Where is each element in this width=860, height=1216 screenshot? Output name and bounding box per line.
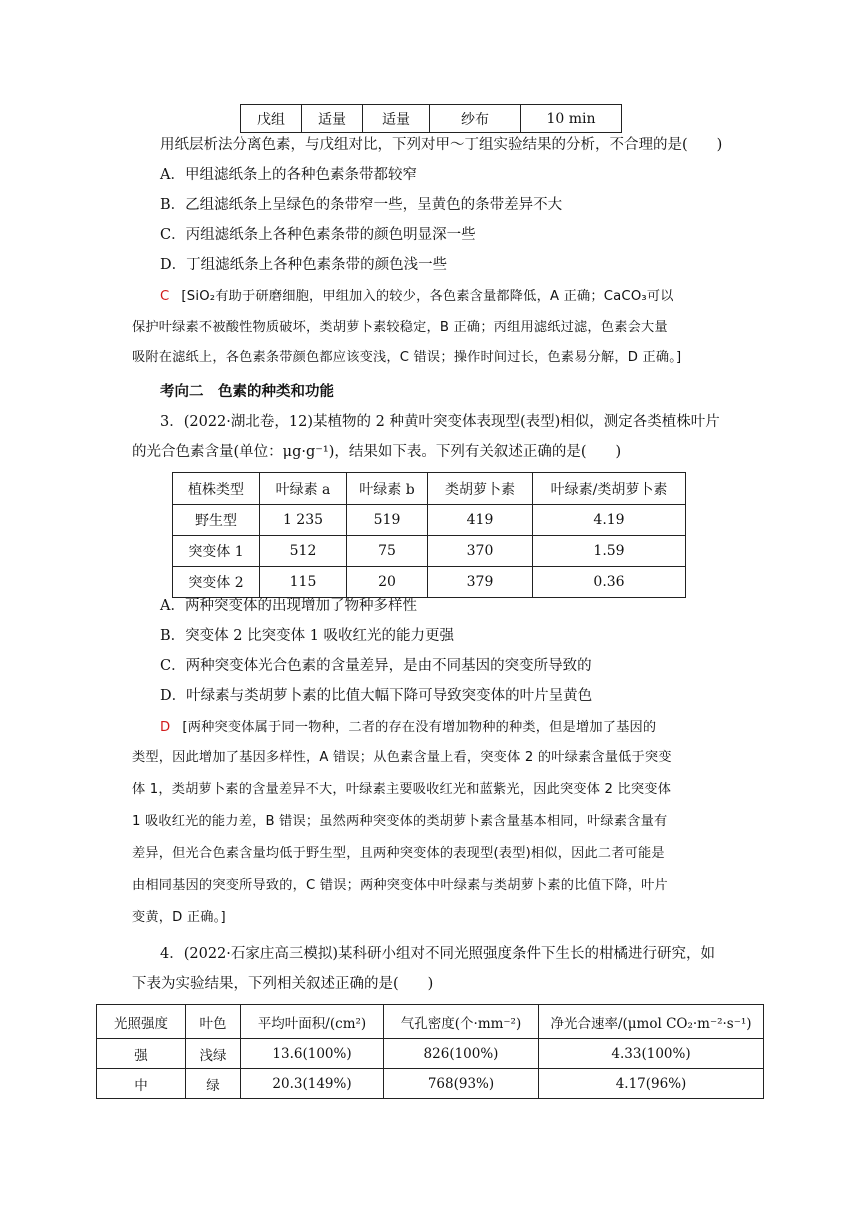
table-cell: 中 — [97, 1069, 186, 1099]
table-header-cell: 平均叶面积/(cm²) — [241, 1005, 384, 1039]
q3-explanation-line: 体 1，类胡萝卜素的含量差异不大，叶绿素主要吸收红光和蓝紫光，因此突变体 2 比突变体 — [132, 782, 672, 797]
q3-option-a: A．两种突变体的出现增加了物种多样性 — [160, 598, 417, 614]
q2-answer: C — [160, 289, 170, 304]
table-cell: 826(100%) — [384, 1039, 539, 1069]
table-cell: 适量 — [302, 105, 363, 133]
table-header-cell: 类胡萝卜素 — [428, 473, 533, 505]
section-title: 考向二 色素的种类和功能 — [160, 383, 334, 400]
q3-explanation-line: 变黄，D 正确。] — [132, 910, 226, 925]
table-cell: 20 — [347, 567, 428, 598]
table-row — [173, 536, 686, 567]
table-cell: 浅绿 — [186, 1039, 241, 1069]
q3-explanation-line: 差异，但光合色素含量均低于野生型，且两种突变体的表现型(表型)相似，因此二者可能是 — [132, 846, 665, 861]
table-header-cell: 叶绿素/类胡萝卜素 — [533, 473, 686, 505]
light-intensity-table — [96, 1004, 764, 1099]
table-cell: 768(93%) — [384, 1069, 539, 1099]
pigment-table — [172, 472, 686, 598]
table-cell: 强 — [97, 1039, 186, 1069]
table-cell: 突变体 1 — [173, 536, 260, 567]
q4-stem-line: 下表为实验结果，下列相关叙述正确的是( ) — [132, 976, 434, 992]
table-row — [173, 505, 686, 536]
q2-option-b: B．乙组滤纸条上呈绿色的条带窄一些，呈黄色的条带差异不大 — [160, 197, 563, 213]
table-header-cell: 植株类型 — [173, 473, 260, 505]
table-row — [97, 1069, 764, 1099]
q2-stem: 用纸层析法分离色素，与戊组对比，下列对甲～丁组实验结果的分析，不合理的是( ) — [160, 137, 723, 153]
table-cell: 20.3(149%) — [241, 1069, 384, 1099]
table-cell: 4.17(96%) — [539, 1069, 764, 1099]
q2-option-a: A．甲组滤纸条上的各种色素条带都较窄 — [160, 167, 417, 183]
table-cell: 1.59 — [533, 536, 686, 567]
table-cell: 绿 — [186, 1069, 241, 1099]
table-header-row — [173, 473, 686, 505]
table-header-cell: 气孔密度(个·mm⁻²) — [384, 1005, 539, 1039]
table-cell: 379 — [428, 567, 533, 598]
table-header-cell: 叶绿素 a — [260, 473, 347, 505]
table-cell: 0.36 — [533, 567, 686, 598]
q3-stem-line: 的光合色素含量(单位：μg·g⁻¹)，结果如下表。下列有关叙述正确的是( ) — [132, 444, 622, 460]
table-header-cell: 净光合速率/(μmol CO₂·m⁻²·s⁻¹) — [539, 1005, 764, 1039]
q2-explanation-line: C [SiO₂有助于研磨细胞，甲组加入的较少，各色素含量都降低，A 正确；CaCO₃可以 — [160, 289, 674, 304]
table-cell: 13.6(100%) — [241, 1039, 384, 1069]
q3-option-d: D．叶绿素与类胡萝卜素的比值大幅下降可导致突变体的叶片呈黄色 — [160, 688, 593, 704]
table-header-cell: 光照强度 — [97, 1005, 186, 1039]
q2-option-d: D．丁组滤纸条上各种色素条带的颜色浅一些 — [160, 257, 448, 273]
table-cell: 115 — [260, 567, 347, 598]
table-cell: 512 — [260, 536, 347, 567]
table-header-cell: 叶绿素 b — [347, 473, 428, 505]
table-header-cell: 叶色 — [186, 1005, 241, 1039]
table-cell: 野生型 — [173, 505, 260, 536]
top-table — [240, 104, 622, 133]
q3-explanation-line: 由相同基因的突变所导致的，C 错误；两种突变体中叶绿素与类胡萝卜素的比值下降，叶片 — [132, 878, 668, 893]
table-header-row — [97, 1005, 764, 1039]
table-cell: 适量 — [363, 105, 430, 133]
q3-option-c: C．两种突变体光合色素的含量差异，是由不同基因的突变所导致的 — [160, 658, 592, 674]
q3-option-b: B．突变体 2 比突变体 1 吸收红光的能力更强 — [160, 628, 455, 644]
table-cell: 纱布 — [430, 105, 521, 133]
q2-option-c: C．丙组滤纸条上各种色素条带的颜色明显深一些 — [160, 227, 476, 243]
q3-answer: D — [160, 720, 171, 735]
table-cell: 1 235 — [260, 505, 347, 536]
table-row — [241, 105, 622, 133]
q3-stem-line: 3．(2022·湖北卷，12)某植物的 2 种黄叶突变体表现型(表型)相似，测定各类植株叶片 — [160, 414, 720, 430]
q3-explanation-line: 1 吸收红光的能力差，B 错误；虽然两种突变体的类胡萝卜素含量基本相同，叶绿素含量有 — [132, 814, 668, 829]
q3-explanation-line: D [两种突变体属于同一物种，二者的存在没有增加物种的种类，但是增加了基因的 — [160, 720, 657, 735]
table-cell: 10 min — [521, 105, 622, 133]
q2-explanation-line: 保护叶绿素不被酸性物质破坏，类胡萝卜素较稳定，B 正确；丙组用滤纸过滤，色素会大量 — [132, 320, 668, 335]
table-cell: 突变体 2 — [173, 567, 260, 598]
table-cell: 75 — [347, 536, 428, 567]
q2-explanation-line: 吸附在滤纸上，各色素条带颜色都应该变浅，C 错误；操作时间过长，色素易分解，D 正确。] — [132, 350, 682, 365]
table-cell: 419 — [428, 505, 533, 536]
q4-stem-line: 4．(2022·石家庄高三模拟)某科研小组对不同光照强度条件下生长的柑橘进行研究，如 — [160, 946, 716, 962]
table-cell: 4.33(100%) — [539, 1039, 764, 1069]
q3-explanation-line: 类型，因此增加了基因多样性，A 错误；从色素含量上看，突变体 2 的叶绿素含量低于突变 — [132, 750, 672, 765]
table-cell: 519 — [347, 505, 428, 536]
table-row — [173, 567, 686, 598]
table-cell: 戊组 — [241, 105, 302, 133]
table-cell: 370 — [428, 536, 533, 567]
table-cell: 4.19 — [533, 505, 686, 536]
table-row — [97, 1039, 764, 1069]
